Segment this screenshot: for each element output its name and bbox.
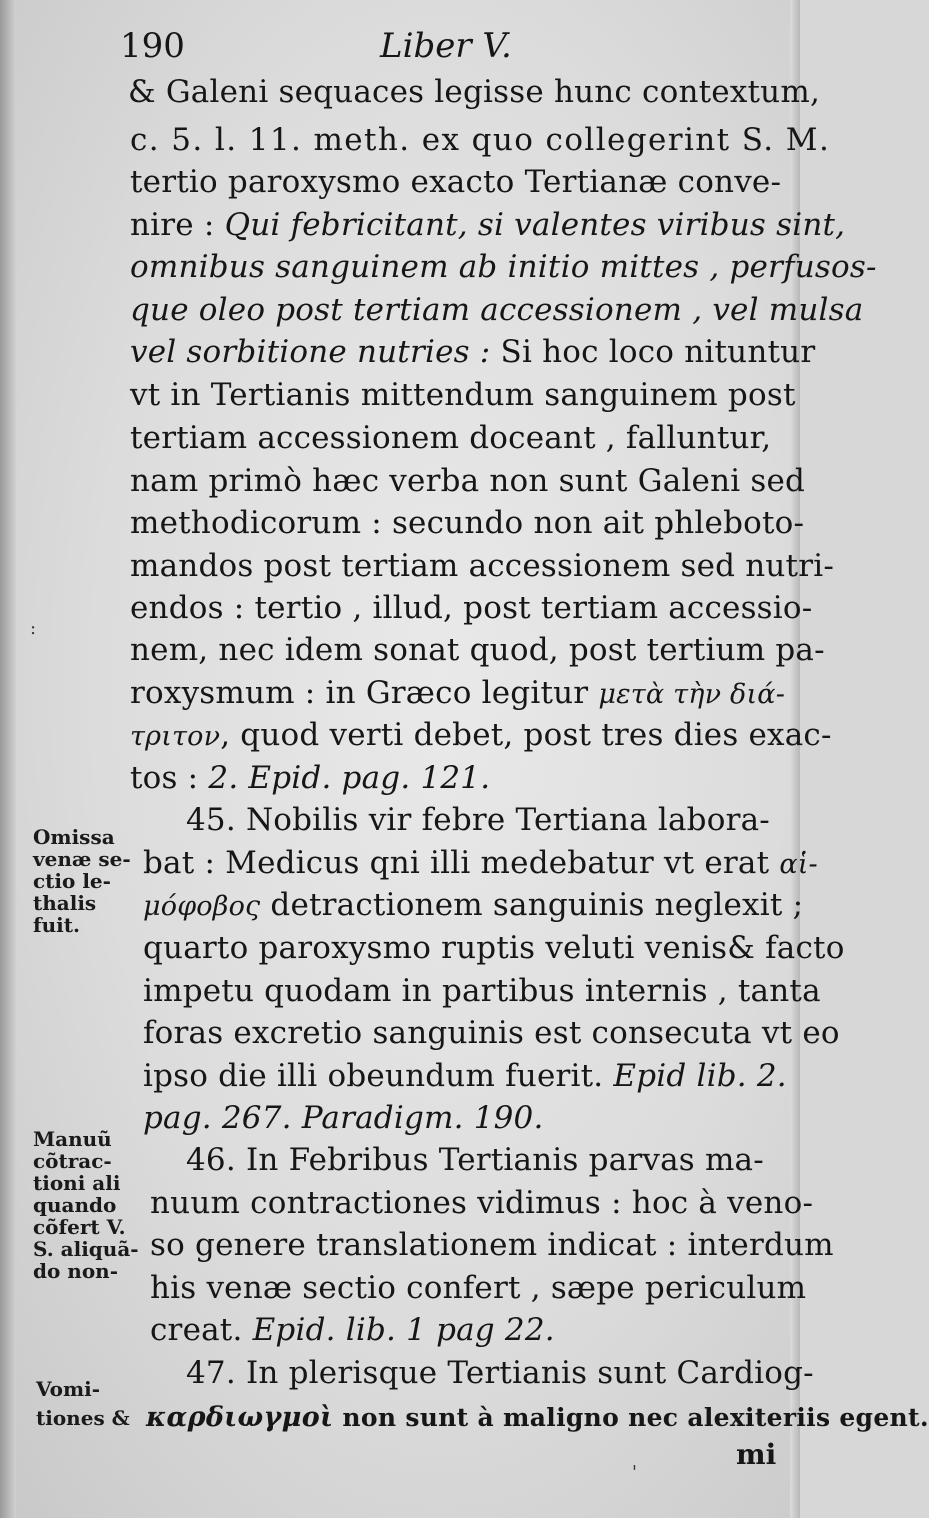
text-line xyxy=(143,843,818,885)
text-line: impetu quodam in partibus internis , tanta xyxy=(143,973,821,1009)
text-line xyxy=(130,205,845,245)
text-segment: detractionem sanguinis neglexit ; xyxy=(260,887,804,923)
page-number: 190 xyxy=(120,26,185,66)
citation: Epid. lib. 1 pag 22. xyxy=(252,1312,555,1348)
margin-note-line: Manuũ xyxy=(33,1127,112,1151)
text-line: vt in Tertianis mittendum sanguinem post xyxy=(130,377,796,413)
greek-text: αἱ- xyxy=(779,849,818,880)
ink-mark: ' xyxy=(632,1462,637,1483)
text-line: foras excretio sanguinis est consecuta vt eo xyxy=(143,1015,840,1051)
margin-note-line: S. aliquã- xyxy=(33,1237,139,1261)
text-line xyxy=(150,1310,555,1350)
text-line: tertio paroxysmo exacto Tertianæ conve- xyxy=(130,164,782,200)
text-line xyxy=(130,673,785,715)
margin-note-vomitiones: Vomi- xyxy=(36,1377,101,1401)
text-segment: Si hoc loco nituntur xyxy=(500,334,816,370)
text-segment: ipso die illi obeundum fuerit. xyxy=(143,1058,614,1094)
margin-note-manuum xyxy=(33,1128,139,1282)
quoted-text: Qui febricitant, si valentes viribus sint, xyxy=(224,207,846,243)
paragraph-start: 46. In Febribus Tertianis parvas ma- xyxy=(186,1142,764,1178)
text-segment: creat. xyxy=(150,1312,253,1348)
text-line: & Galeni sequaces legisse hunc contextum, xyxy=(128,74,821,110)
greek-text: τριτον xyxy=(130,721,221,752)
citation: Epid lib. 2. xyxy=(613,1058,787,1094)
margin-note-line: fuit. xyxy=(33,913,80,937)
text-line xyxy=(130,332,815,372)
running-title: Liber V. xyxy=(380,26,512,66)
greek-text: καρδιωγμοὶ xyxy=(146,1402,334,1433)
greek-text: μόφοβος xyxy=(143,891,261,922)
text-segment: roxysmum : in Græco legitur xyxy=(130,675,599,711)
greek-text: μετὰ τὴν διά- xyxy=(598,679,786,710)
margin-note-line: ctio le- xyxy=(33,869,111,893)
text-line: nam primò hæc verba non sunt Galeni sed xyxy=(130,463,806,499)
text-segment: nire : xyxy=(130,207,225,243)
margin-note-line: tioni ali xyxy=(33,1171,121,1195)
margin-note-line: cõfert V. xyxy=(33,1215,126,1239)
text-segment: non sunt à maligno nec alexiteriis egent. xyxy=(333,1403,929,1432)
citation: 2. Epid. pag. 121. xyxy=(208,760,491,796)
margin-note-line: cõtrac- xyxy=(33,1149,112,1173)
quoted-text: vel sorbitione nutries : xyxy=(130,334,501,370)
page-header xyxy=(120,26,580,76)
margin-note-omissa xyxy=(33,826,131,936)
text-line xyxy=(130,715,832,757)
text-line: c. 5. l. 11. meth. ex quo collegerint S. M. xyxy=(130,122,831,158)
paragraph-start: 45. Nobilis vir febre Tertiana labora- xyxy=(186,802,770,838)
catchword: mi xyxy=(736,1438,777,1471)
page-gutter-shadow xyxy=(0,0,16,1518)
citation-line: pag. 267. Paradigm. 190. xyxy=(143,1100,544,1136)
text-line: endos : tertio , illud, post tertiam accessio- xyxy=(130,590,813,626)
text-line: que oleo post tertiam accessionem , vel mulsa xyxy=(130,292,864,328)
margin-note-line: do non- xyxy=(33,1259,119,1283)
margin-note-vomitiones: tiones & xyxy=(36,1406,130,1430)
text-line: his venæ sectio confert , sæpe periculum xyxy=(150,1270,807,1306)
margin-note-line: quando xyxy=(33,1193,117,1217)
text-line: so genere translationem indicat : interdum xyxy=(150,1227,834,1263)
margin-note-line: venæ se- xyxy=(33,847,131,871)
text-line: nuum contractiones vidimus : hoc à veno- xyxy=(150,1185,814,1221)
text-line: tertiam accessionem doceant , falluntur, xyxy=(130,420,772,456)
text-line: methodicorum : secundo non ait phleboto- xyxy=(130,505,805,541)
text-segment: , quod verti debet, post tres dies exac- xyxy=(220,717,832,753)
text-line xyxy=(130,758,490,798)
ink-mark: : xyxy=(30,618,37,639)
margin-note-line: Omissa xyxy=(33,825,115,849)
margin-note-line: thalis xyxy=(33,891,97,915)
text-segment: tos : xyxy=(130,760,209,796)
text-line xyxy=(143,1056,787,1096)
text-segment: bat : Medicus qni illi medebatur vt erat xyxy=(143,845,780,881)
text-line xyxy=(143,885,803,927)
text-line: quarto paroxysmo ruptis veluti venis& facto xyxy=(143,930,845,966)
text-line: mandos post tertiam accessionem sed nutri- xyxy=(130,548,835,584)
text-line xyxy=(146,1398,929,1438)
text-line: nem, nec idem sonat quod, post tertium pa- xyxy=(130,632,825,668)
text-line: omnibus sanguinem ab initio mittes , perfusos- xyxy=(130,249,877,285)
paragraph-start: 47. In plerisque Tertianis sunt Cardiog- xyxy=(186,1355,814,1391)
